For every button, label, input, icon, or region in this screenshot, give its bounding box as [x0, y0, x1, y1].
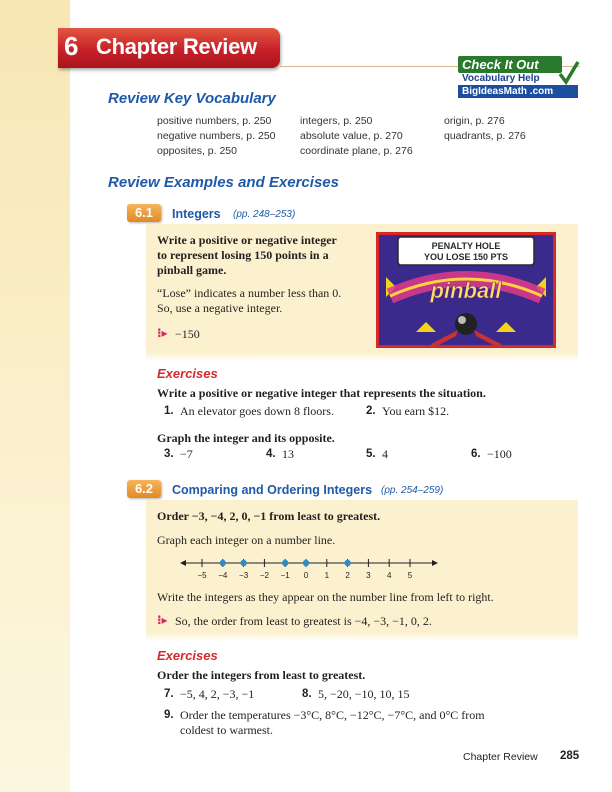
vocab-item: integers, p. 250 — [300, 115, 373, 127]
exercise-number: 6. — [471, 448, 481, 460]
exercise-number: 7. — [164, 688, 174, 700]
number-line-tick-label: −1 — [280, 571, 290, 580]
number-line-tick-label: −2 — [259, 571, 269, 580]
example-prompt-line: pinball game. — [157, 263, 227, 277]
exercise-instruction: Write a positive or negative integer that represents the situation. — [157, 386, 486, 400]
number-line-point — [303, 560, 309, 566]
example-explanation-line: So, use a negative integer. — [157, 301, 283, 315]
number-line-right-arrow — [432, 560, 438, 566]
exercise-text: 13 — [282, 447, 294, 461]
exercise-text: An elevator goes down 8 floors. — [180, 404, 334, 418]
exercise-text: −100 — [487, 447, 512, 461]
vocab-item: coordinate plane, p. 276 — [300, 145, 413, 157]
example-box-fade — [146, 632, 578, 642]
logo-line2: Vocabulary Help — [462, 73, 540, 84]
example-step: Write the integers as they appear on the number line from left to right. — [157, 590, 494, 604]
exercise-number: 1. — [164, 405, 174, 417]
lesson-title-comparing: Comparing and Ordering Integers — [172, 483, 373, 497]
number-line-tick-label: −5 — [197, 571, 207, 580]
left-margin-strip — [0, 0, 70, 792]
number-line-tick-label: −3 — [239, 571, 249, 580]
number-line-tick-label: 4 — [386, 571, 392, 580]
number-line-point — [282, 560, 288, 566]
exercise-text: 4 — [382, 447, 388, 461]
exercises-heading: Exercises — [157, 648, 218, 663]
example-prompt: Order −3, −4, 2, 0, −1 from least to greatest. — [157, 509, 381, 523]
footer-label: Chapter Review — [463, 751, 538, 763]
vocab-item: positive numbers, p. 250 — [157, 115, 272, 127]
vocab-item: negative numbers, p. 250 — [157, 130, 276, 142]
exercise-text: coldest to warmest. — [180, 723, 273, 737]
exercise-instruction: Graph the integer and its opposite. — [157, 431, 335, 445]
lesson-pages: (pp. 254–259) — [381, 485, 444, 496]
check-it-out-logo[interactable] — [456, 56, 580, 100]
number-line-point — [220, 560, 226, 566]
vocab-column-2 — [300, 114, 413, 159]
example-explanation-line: “Lose” indicates a number less than 0. — [157, 286, 342, 300]
number-line-tick-label: −4 — [218, 571, 228, 580]
vocab-heading: Review Key Vocabulary — [108, 90, 276, 107]
vocab-item: quadrants, p. 276 — [444, 130, 526, 142]
pinball-sign-line1: PENALTY HOLE — [431, 241, 501, 251]
number-line-tick-label: 5 — [407, 571, 413, 580]
exercise-number: 5. — [366, 448, 376, 460]
number-line-tick-label: 3 — [366, 571, 371, 580]
example-prompt-line: Write a positive or negative integer — [157, 233, 337, 247]
lesson-title-integers: Integers — [172, 207, 221, 221]
lesson-pages: (pp. 248–253) — [233, 209, 296, 220]
example-answer: So, the order from least to greatest is −4, −3, −1, 0, 2. — [175, 614, 432, 628]
pinball-logo-word: pinball — [430, 278, 502, 303]
exercise-number: 3. — [164, 448, 174, 460]
number-line-tick-label: 0 — [303, 571, 309, 580]
number-line-point — [240, 560, 246, 566]
exercise-number: 4. — [266, 448, 276, 460]
example-answer: −150 — [175, 327, 200, 341]
example-step: Graph each integer on a number line. — [157, 533, 336, 547]
vocab-item: absolute value, p. 270 — [300, 130, 403, 142]
answer-arrow-icon: ⁝▸ — [157, 326, 168, 340]
number-line-tick-label: 2 — [345, 571, 350, 580]
exercise-number: 9. — [164, 709, 174, 721]
lesson-tab-6-2: 6.2 — [127, 480, 161, 498]
exercise-text: −7 — [180, 447, 193, 461]
vocab-column-3 — [444, 114, 526, 144]
logo-line3: BigIdeasMath .com — [458, 85, 578, 98]
pinball-sign-line2: YOU LOSE 150 PTS — [423, 252, 509, 262]
chapter-title: Chapter Review — [96, 34, 257, 59]
number-line-left-arrow — [180, 560, 186, 566]
number-line-tick-label: 1 — [324, 571, 330, 580]
pinball-image — [376, 232, 556, 348]
vocab-column-1 — [157, 114, 276, 159]
number-line-point — [344, 560, 350, 566]
vocab-item: origin, p. 276 — [444, 115, 505, 127]
pinball-illustration — [376, 232, 556, 348]
exercises-heading: Exercises — [157, 366, 218, 381]
example-box-fade — [146, 352, 578, 362]
vocab-item: opposites, p. 250 — [157, 145, 237, 157]
exercise-text: You earn $12. — [382, 404, 450, 418]
exercise-number: 2. — [366, 405, 376, 417]
exercise-text: −5, 4, 2, −3, −1 — [180, 687, 255, 701]
checkmark-icon — [558, 60, 580, 86]
exercise-text: Order the temperatures −3°C, 8°C, −12°C, −7°C, and 0°C from — [180, 708, 485, 722]
chapter-number: 6 — [64, 31, 79, 61]
examples-heading: Review Examples and Exercises — [108, 174, 339, 191]
exercise-instruction: Order the integers from least to greatest. — [157, 668, 366, 682]
logo-line1: Check It Out — [458, 56, 562, 73]
answer-arrow-icon: ⁝▸ — [157, 613, 168, 627]
exercise-number: 8. — [302, 688, 312, 700]
lesson-tab-6-1: 6.1 — [127, 204, 161, 222]
number-line — [180, 554, 440, 584]
page-number: 285 — [560, 750, 580, 762]
example-prompt-line: to represent losing 150 points in a — [157, 248, 329, 262]
exercise-text: 5, −20, −10, 10, 15 — [318, 687, 410, 701]
